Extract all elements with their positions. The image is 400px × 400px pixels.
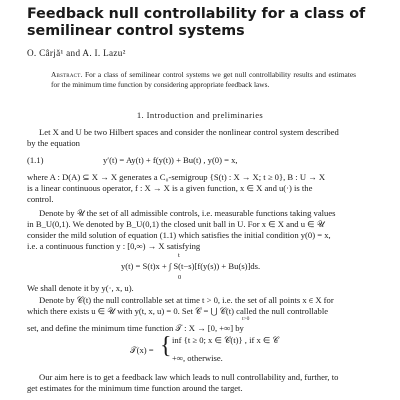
paragraph-line: Let X and U be two Hilbert spaces and consider the nonlinear control system described — [39, 127, 339, 137]
equation-number: (1.1) — [27, 155, 44, 165]
union-subscript: t>0 — [242, 316, 250, 322]
paragraph-line: We shall denote it by y(·, x, u). — [27, 283, 134, 293]
paragraph-line: control. — [27, 194, 54, 204]
paragraph-line: is a linear continuous operator, f : X → X is a given function, x ∈ X and u(·) is the — [27, 183, 313, 193]
paragraph-line: Our aim here is to get a feedback law which leads to null controllability and, further, to — [39, 372, 339, 382]
paragraph-line: Denote by 𝒰 the set of all admissible controls, i.e. measurable functions taking values — [39, 208, 336, 218]
integral-lower-limit: 0 — [178, 274, 182, 281]
section-title: 1. Introduction and preliminaries — [136, 110, 264, 120]
equation-3-lhs: 𝒯(x) = — [130, 345, 154, 355]
abstract-body: For a class of semilinear control systems we get null controllability results and estimates for the minimum time function by considering appropriate feedback laws. — [51, 70, 356, 89]
paragraph-line: set, and define the minimum time function 𝒯 : X → [0, +∞] by — [27, 323, 244, 333]
equation-3-case-2: +∞, otherwise. — [172, 353, 223, 363]
equation-3-case-1: inf {t ≥ 0; x ∈ 𝒞(t)} , if x ∈ 𝒞 — [172, 335, 279, 345]
paragraph-line: in B_U(0,1). We denoted by B_U(0,1) the closed unit ball in U. For x ∈ X and u ∈ 𝒰 — [27, 219, 325, 229]
cases-brace: { — [160, 333, 172, 359]
integral-upper-limit: t — [178, 252, 180, 259]
paragraph-line: get estimates for the minimum time function around the target. — [27, 383, 243, 393]
paper-title: Feedback null controllability for a class of semilinear control systems — [27, 6, 366, 39]
abstract-label: Abstract. — [51, 70, 83, 79]
paragraph-line: i.e. a continuous function y : [0,∞) → X satisfying — [27, 241, 201, 251]
paragraph-line: consider the mild solution of equation (1.1) which satisfies the initial condition y(0) = x, — [27, 230, 331, 240]
equation-1: y′(t) = Ay(t) + f(y(t)) + Bu(t) , y(0) = x, — [103, 155, 238, 165]
paper-authors: O. Cârjă¹ and A. I. Lazu² — [27, 48, 126, 58]
paragraph-line: Denote by 𝒞(t) the null controllable set at time t > 0, i.e. the set of all points x ∈ X for — [39, 295, 334, 305]
paragraph-line: where A : D(A) ⊆ X → X generates a C₀-semigroup {S(t) : X → X; t ≥ 0}, B : U → X — [27, 172, 326, 182]
abstract — [51, 70, 356, 90]
equation-2: y(t) = S(t)x + ∫ S(t−s)[f(y(s)) + Bu(s)]ds. — [121, 261, 261, 271]
paragraph-line: by the equation — [27, 138, 80, 148]
paragraph-line: which there exists u ∈ 𝒰 with y(t, x, u) = 0. Set 𝒞 = ⋃ 𝒞(t) called the null controllable — [27, 306, 329, 316]
